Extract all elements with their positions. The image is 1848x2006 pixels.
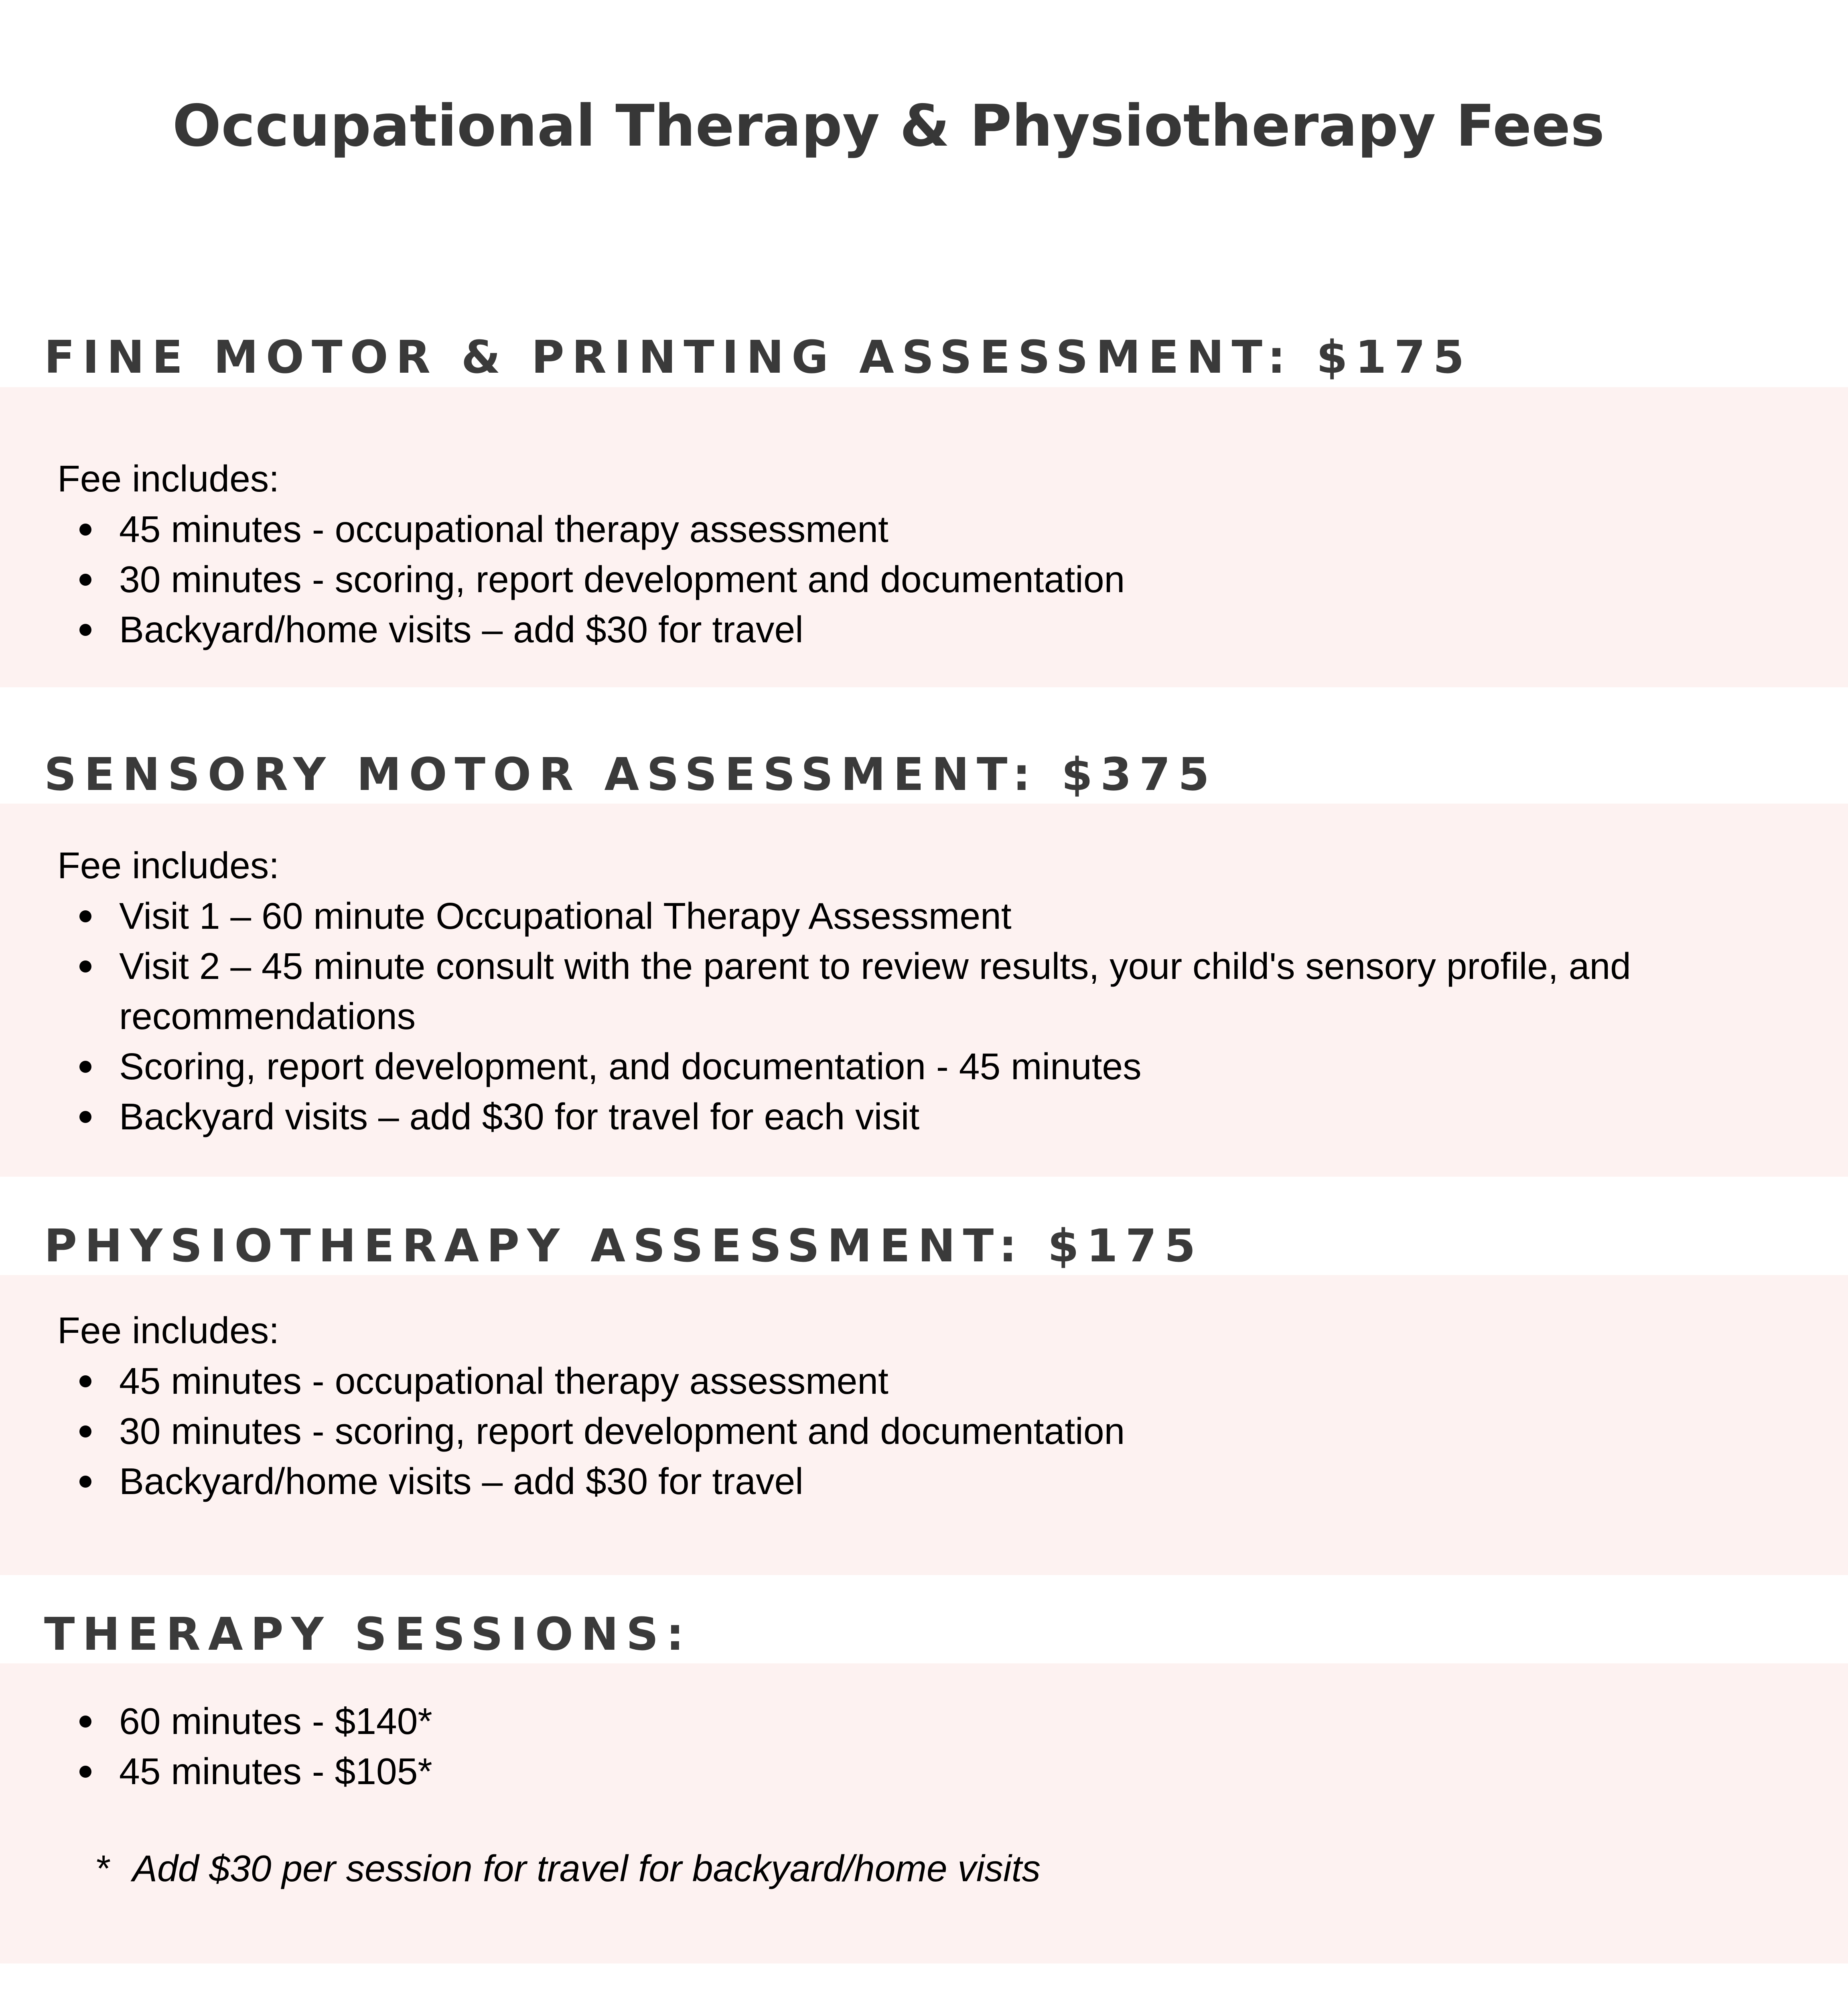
- bullet-dot-icon: [79, 1766, 91, 1778]
- bullet-dot-icon: [79, 960, 91, 973]
- fee-item-list: [0, 891, 1805, 1142]
- section-heading-sensory-motor: SENSORY MOTOR ASSESSMENT: $375: [44, 749, 1217, 801]
- section-heading-physiotherapy: PHYSIOTHERAPY ASSESSMENT: $175: [44, 1220, 1203, 1272]
- bullet-dot-icon: [79, 574, 91, 586]
- list-item-text: Visit 1 – 60 minute Occupational Therapy Assessment: [119, 895, 1012, 937]
- list-item-text: 45 minutes - $105*: [119, 1750, 432, 1792]
- fee-item-list: [0, 504, 1805, 655]
- list-item: [0, 1092, 1805, 1142]
- list-item: [0, 1456, 1805, 1507]
- bullet-dot-icon: [79, 1375, 91, 1387]
- section-panel-fine-motor: [0, 387, 1848, 687]
- note-text: Add $30 per session for travel for backyard/home visits: [132, 1848, 1041, 1889]
- list-item-text: 30 minutes - scoring, report development and documentation: [119, 1410, 1125, 1452]
- note-asterisk: *: [96, 1848, 111, 1889]
- list-item-text: 45 minutes - occupational therapy assessment: [119, 1360, 889, 1402]
- list-item-text: Visit 2 – 45 minute consult with the parent to review results, your child's sensory profile, and recommendations: [119, 945, 1631, 1037]
- list-item-text: Backyard visits – add $30 for travel for each visit: [119, 1096, 920, 1137]
- list-item: [0, 891, 1805, 941]
- bullet-dot-icon: [79, 524, 91, 536]
- list-item: [0, 504, 1805, 554]
- section-panel-sensory-motor: [0, 804, 1848, 1177]
- list-item-text: 60 minutes - $140*: [119, 1700, 432, 1742]
- fee-includes-label: Fee includes:: [57, 458, 280, 499]
- list-item-text: 45 minutes - occupational therapy assessment: [119, 508, 889, 550]
- bullet-dot-icon: [79, 910, 91, 922]
- section-heading-fine-motor: FINE MOTOR & PRINTING ASSESSMENT: $175: [44, 331, 1472, 384]
- bullet-dot-icon: [79, 1061, 91, 1073]
- list-item-text: Backyard/home visits – add $30 for travel: [119, 609, 803, 650]
- fee-item-list: [0, 1696, 1805, 1797]
- section-panel-therapy-sessions: [0, 1663, 1848, 1963]
- list-item: [0, 554, 1805, 605]
- list-item: [0, 605, 1805, 655]
- list-item: [0, 941, 1704, 1042]
- list-item: [0, 1746, 1805, 1797]
- fee-item-list: [0, 1356, 1805, 1507]
- list-item: [0, 1042, 1805, 1092]
- page-title: Occupational Therapy & Physiotherapy Fees: [172, 92, 1605, 159]
- bullet-dot-icon: [79, 1111, 91, 1123]
- section-heading-therapy-sessions: THERAPY SESSIONS:: [44, 1608, 692, 1661]
- list-item: [0, 1406, 1805, 1456]
- list-item: [0, 1696, 1805, 1746]
- bullet-dot-icon: [79, 1425, 91, 1437]
- list-item: [0, 1356, 1805, 1406]
- section-panel-physiotherapy: [0, 1275, 1848, 1575]
- list-item-text: Backyard/home visits – add $30 for travel: [119, 1460, 803, 1502]
- bullet-dot-icon: [79, 624, 91, 636]
- bullet-dot-icon: [79, 1476, 91, 1488]
- bullet-dot-icon: [79, 1716, 91, 1728]
- travel-note: [96, 1850, 1041, 1887]
- fee-includes-label: Fee includes:: [57, 1310, 280, 1351]
- list-item-text: Scoring, report development, and documentation - 45 minutes: [119, 1046, 1142, 1087]
- list-item-text: 30 minutes - scoring, report development and documentation: [119, 558, 1125, 600]
- fee-includes-label: Fee includes:: [57, 845, 280, 886]
